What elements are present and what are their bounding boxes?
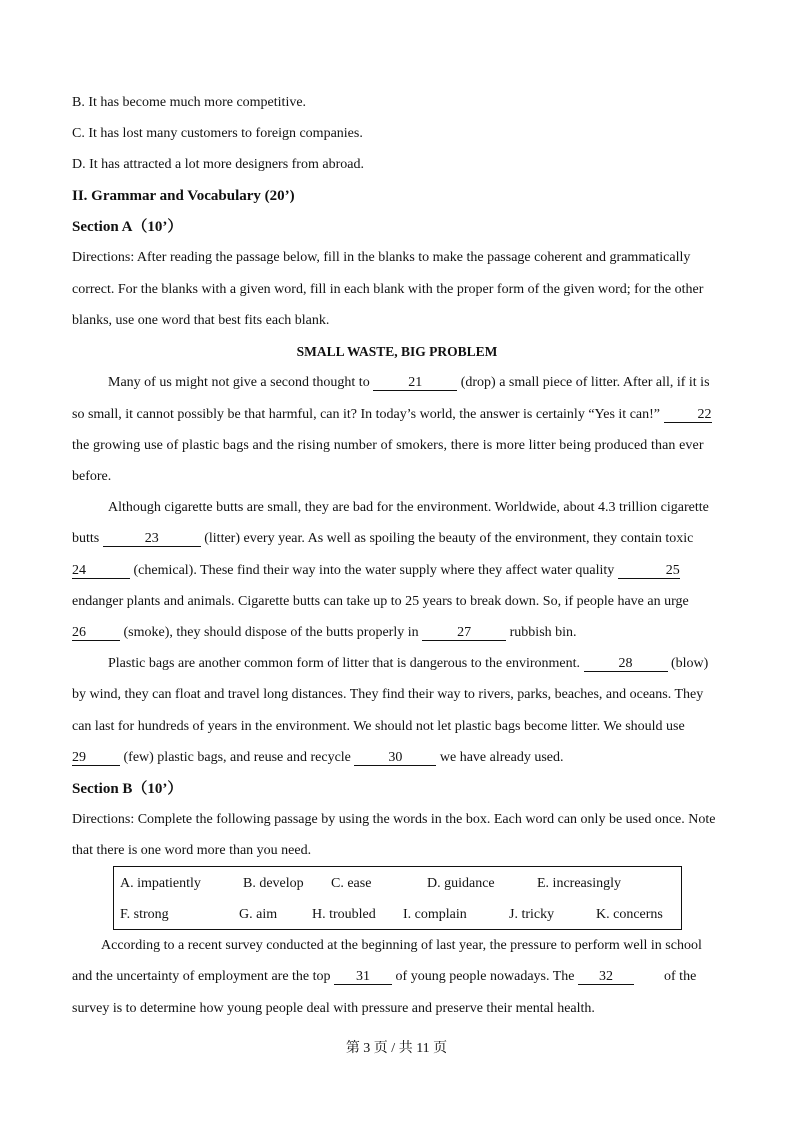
text-run: Plastic bags are another common form of litter that is dangerous to the environment.	[108, 656, 584, 671]
blank-31[interactable]: 31	[334, 969, 392, 985]
option-c: C. It has lost many customers to foreign companies.	[72, 126, 363, 141]
passage-line: Although cigarette butts are small, they are bad for the environment. Worldwide, about 4.3 trillion cigarette	[108, 500, 709, 515]
word-option: G. aim	[239, 907, 278, 922]
text-run: so small, it cannot possibly be that harmful, can it? In today’s world, the answer is certainly “Yes it can!”	[72, 407, 664, 422]
passage-line	[72, 968, 722, 986]
passage-line	[72, 374, 722, 392]
word-option: E. increasingly	[537, 876, 621, 891]
passage-line	[72, 624, 722, 642]
text-run: butts	[72, 531, 103, 546]
section-b-heading: Section B（10’）	[72, 781, 183, 797]
directions-line: Directions: Complete the following passage by using the words in the box. Each word can only be used once. Note	[72, 812, 716, 827]
text-run: (smoke), they should dispose of the butts properly in	[120, 625, 423, 640]
word-option: K. concerns	[596, 907, 663, 922]
text-run: of the	[664, 969, 697, 984]
passage-line	[72, 655, 722, 673]
text-run: of young people nowadays. The	[392, 969, 579, 984]
word-option: D. guidance	[427, 876, 495, 891]
text-run: rubbish bin.	[506, 625, 577, 640]
word-option: J. tricky	[509, 907, 555, 922]
text-run: we have already used.	[436, 750, 564, 765]
text-run: and the uncertainty of employment are the top	[72, 969, 335, 984]
blank-30[interactable]: 30	[354, 750, 436, 766]
directions-line: correct. For the blanks with a given word, fill in each blank with the proper form of the given word; for the other	[72, 282, 704, 297]
text-run: (drop) a small piece of litter. After all, if it is	[457, 375, 710, 390]
passage-line: According to a recent survey conducted at the beginning of last year, the pressure to perform well in school	[101, 938, 702, 953]
passage-line: endanger plants and animals. Cigarette butts can take up to 25 years to break down. So, if people have an urge	[72, 594, 689, 609]
page-footer: 第 3 页 / 共 11 页	[345, 1041, 448, 1056]
passage-line: the growing use of plastic bags and the rising number of smokers, there is more litter being produced than ever	[72, 438, 704, 453]
word-option: C. ease	[331, 876, 372, 891]
option-d: D. It has attracted a lot more designers from abroad.	[72, 157, 364, 172]
text-run: (chemical). These find their way into the water supply where they affect water quality	[130, 563, 618, 578]
blank-22[interactable]: 22	[664, 407, 712, 423]
blank-24[interactable]: 24	[72, 563, 130, 579]
blank-27[interactable]: 27	[422, 625, 506, 641]
directions-line: blanks, use one word that best fits each blank.	[72, 313, 330, 328]
passage-line: survey is to determine how young people deal with pressure and preserve their mental health.	[72, 1001, 595, 1016]
text-run: (few) plastic bags, and reuse and recycle	[120, 750, 355, 765]
word-option: B. develop	[243, 876, 304, 891]
blank-26[interactable]: 26	[72, 625, 120, 641]
passage-line	[72, 562, 722, 580]
passage-line	[72, 406, 722, 424]
blank-25[interactable]: 25	[618, 563, 680, 579]
blank-28[interactable]: 28	[584, 656, 668, 672]
text-run: (blow)	[667, 656, 709, 671]
text-run: Many of us might not give a second thought to	[108, 375, 374, 390]
word-option: H. troubled	[312, 907, 376, 922]
word-option: I. complain	[403, 907, 467, 922]
option-b: B. It has become much more competitive.	[72, 95, 307, 110]
blank-23[interactable]: 23	[103, 531, 201, 547]
blank-29[interactable]: 29	[72, 750, 120, 766]
word-option: A. impatiently	[120, 876, 201, 891]
section-a-heading: Section A（10’）	[72, 219, 183, 235]
directions-line: that there is one word more than you need.	[72, 843, 312, 858]
blank-32[interactable]: 32	[578, 969, 634, 985]
part-heading: II. Grammar and Vocabulary (20’)	[72, 188, 295, 204]
passage-line: by wind, they can float and travel long distances. They find their way to rivers, parks, beaches, and oceans. They	[72, 687, 704, 702]
passage-line: can last for hundreds of years in the environment. We should not let plastic bags become litter. We should use	[72, 719, 685, 734]
passage-line: before.	[72, 469, 112, 484]
word-box	[113, 866, 682, 930]
passage-line	[72, 530, 722, 548]
directions-line: Directions: After reading the passage below, fill in the blanks to make the passage coherent and grammatically	[72, 250, 691, 265]
passage-title: SMALL WASTE, BIG PROBLEM	[296, 344, 498, 359]
passage-line	[72, 749, 722, 767]
text-run: (litter) every year. As well as spoiling the beauty of the environment, they contain toxic	[200, 531, 694, 546]
blank-21[interactable]: 21	[373, 375, 457, 391]
word-option: F. strong	[120, 907, 169, 922]
